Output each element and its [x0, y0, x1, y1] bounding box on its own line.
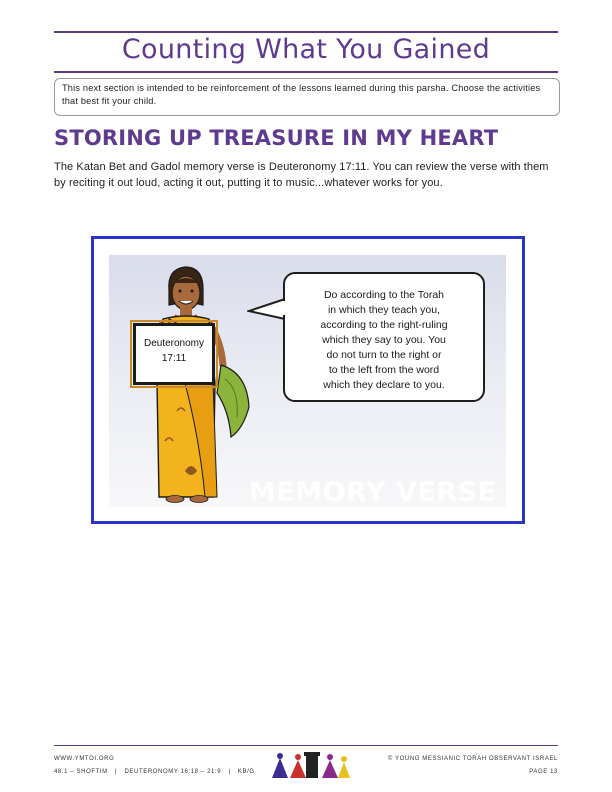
top-rule [54, 31, 558, 33]
footer-rule [54, 745, 558, 746]
section-body: The Katan Bet and Gadol memory verse is Deuteronomy 17:11. You can review the verse with them by reciting it out loud, acting it out, putting it to music...whatever works for you. [54, 161, 549, 189]
footer-reference: DEUTERONOMY 16:18 – 21:9 [124, 769, 222, 775]
title-rule [54, 71, 558, 73]
footer-page: PAGE 13 [529, 769, 558, 775]
verse-line: which they say to you. You [322, 334, 446, 346]
verse-line: Do according to the Torah [323, 289, 445, 301]
verse-text [295, 288, 473, 393]
ymtoi-logo [268, 750, 352, 780]
memory-verse-panel [109, 255, 506, 507]
memory-verse-frame [91, 236, 525, 524]
verse-line: according to the right-ruling [320, 319, 448, 331]
verse-line: to the left from the word [328, 364, 440, 376]
speech-bubble-tail [247, 295, 287, 323]
footer-separator: | [228, 769, 231, 775]
speech-bubble [283, 272, 485, 402]
footer-level: KB/G [237, 769, 255, 775]
sign-reference: 17:11 [161, 353, 187, 364]
bubble-tail-joint [283, 301, 287, 315]
footer-website: WWW.YMTOI.ORG [54, 756, 115, 762]
footer-separator: | [115, 769, 118, 775]
verse-line: do not turn to the right or [326, 349, 442, 361]
footer-copyright: © YOUNG MESSIANIC TORAH OBSERVANT ISRAEL [387, 756, 558, 762]
footer-lesson-line [54, 769, 255, 775]
memory-verse-watermark: MEMORY VERSE [249, 477, 497, 507]
verse-line: in which they teach you, [327, 304, 441, 316]
footer-lesson: 48.1 – SHOFTIM [54, 769, 108, 775]
verse-line: which they declare to you. [323, 379, 445, 391]
intro-note: This next section is intended to be reinforcement of the lessons learned during this parsha. Choose the activities that best fit your child. [54, 78, 560, 116]
sign-book: Deuteronomy [143, 338, 205, 349]
verse-sign [133, 323, 215, 385]
page-title: Counting What You Gained [121, 34, 491, 65]
section-heading: STORING UP TREASURE IN MY HEART [54, 126, 499, 150]
